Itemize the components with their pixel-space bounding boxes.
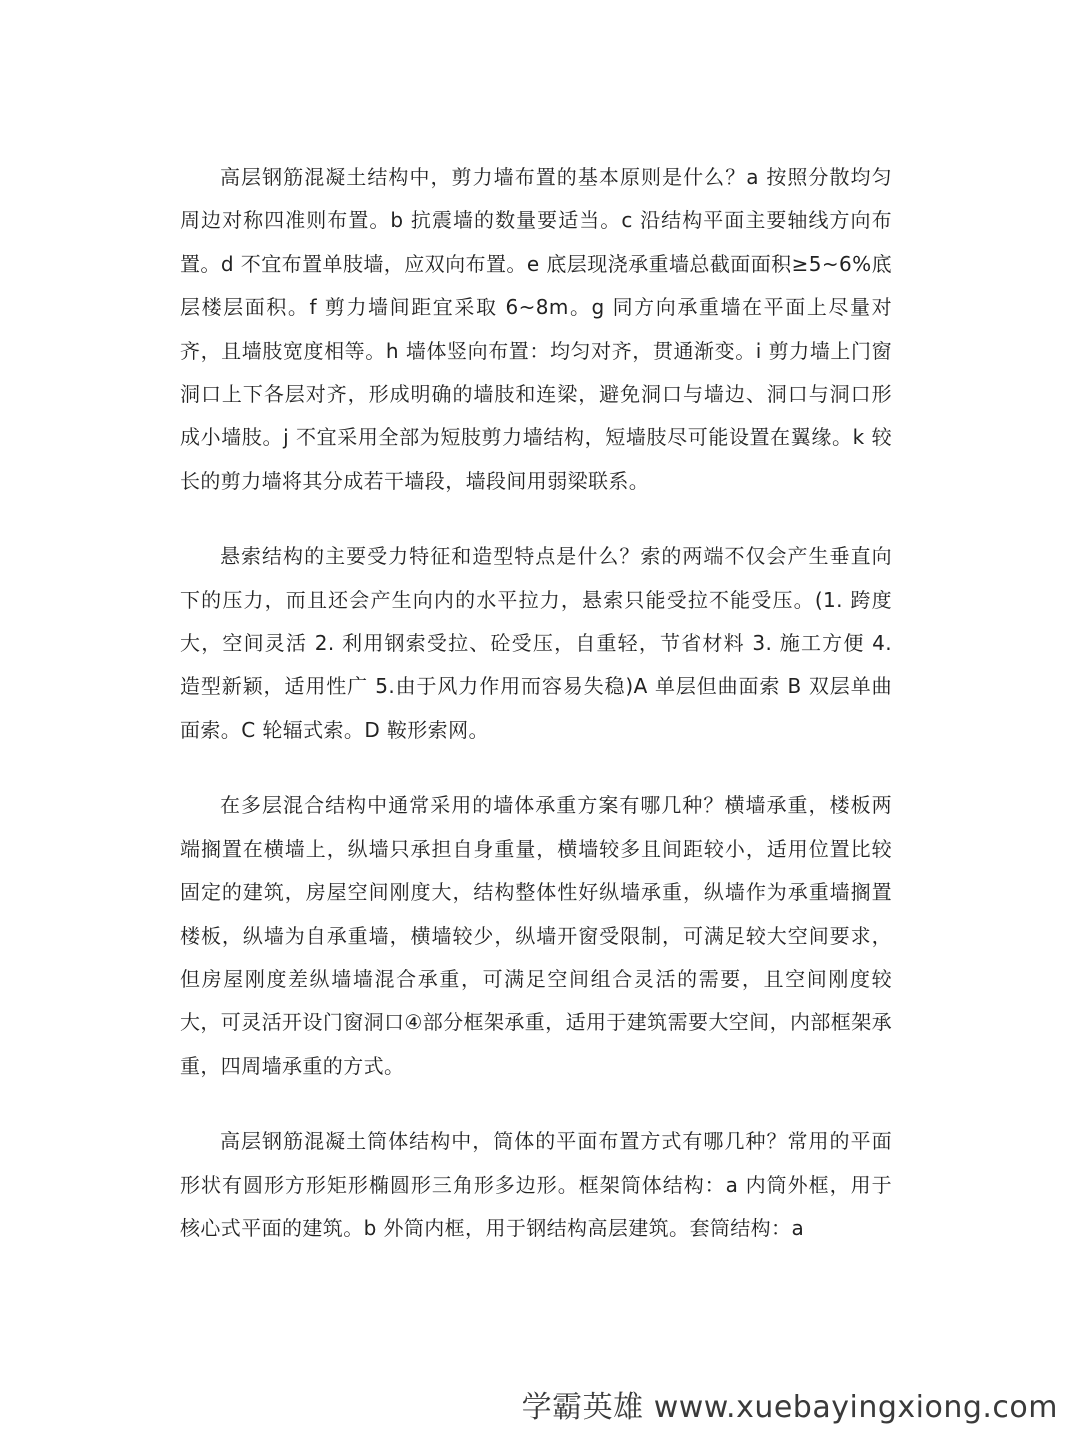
paragraph-load-bearing-wall: 在多层混合结构中通常采用的墙体承重方案有哪几种？横墙承重，楼板两端搁置在横墙上，纵墙只承担自身重量，横墙较多且间距较小，适用位置比较固定的建筑，房屋空间刚度大，结构整体性好纵墙承重，纵墙作为承重墙搁置楼板，纵墙为自承重墙，横墙较少，纵墙开窗受限制，可满足较大空间要求，但房屋刚度差纵墙墙混合承重，可满足空间组合灵活的需要，且空间刚度较大，可灵活开设门窗洞口④部分框架承重，适用于建筑需要大空间，内部框架承重，四周墙承重的方式。 xyxy=(180,793,892,1078)
paragraph-tube-structure: 高层钢筋混凝土筒体结构中，筒体的平面布置方式有哪几种？常用的平面形状有圆形方形矩形椭圆形三角形多边形。框架筒体结构：a 内筒外框，用于核心式平面的建筑。b 外筒内框，用于钢结构高层建筑。套筒结构：a xyxy=(180,1129,892,1240)
site-watermark: 学霸英雄 www.xuebayingxiong.com xyxy=(521,1390,1058,1425)
paragraph-suspension-cable: 悬索结构的主要受力特征和造型特点是什么？索的两端不仅会产生垂直向下的压力，而且还会产生向内的水平拉力，悬索只能受拉不能受压。(1. 跨度大，空间灵活 2. 利用钢索受拉、砼受压，自重轻，节省材料 3. 施工方便 4. 造型新颖，适用性广 5.由于风力作用而容易失稳)A 单层但曲面索 B 双层单曲面索。C 轮辐式索。D 鞍形索网。 xyxy=(180,544,892,742)
paragraph-shear-wall: 高层钢筋混凝土结构中，剪力墙布置的基本原则是什么？a 按照分散均匀周边对称四准则布置。b 抗震墙的数量要适当。c 沿结构平面主要轴线方向布置。d 不宜布置单肢墙，应双向布置。e 底层现浇承重墙总截面面积≥5~6%底层楼层面积。f 剪力墙间距宜采取 6~8m。g 同方向承重墙在平面上尽量对齐，且墙肢宽度相等。h 墙体竖向布置：均匀对齐，贯通渐变。i 剪力墙上门窗洞口上下各层对齐，形成明确的墙肢和连梁，避免洞口与墙边、洞口与洞口形成小墙肢。j 不宜采用全部为短肢剪力墙结构，短墙肢尽可能设置在翼缘。k 较长的剪力墙将其分成若干墙段，墙段间用弱梁联系。 xyxy=(180,165,892,493)
document-body xyxy=(180,156,892,1282)
